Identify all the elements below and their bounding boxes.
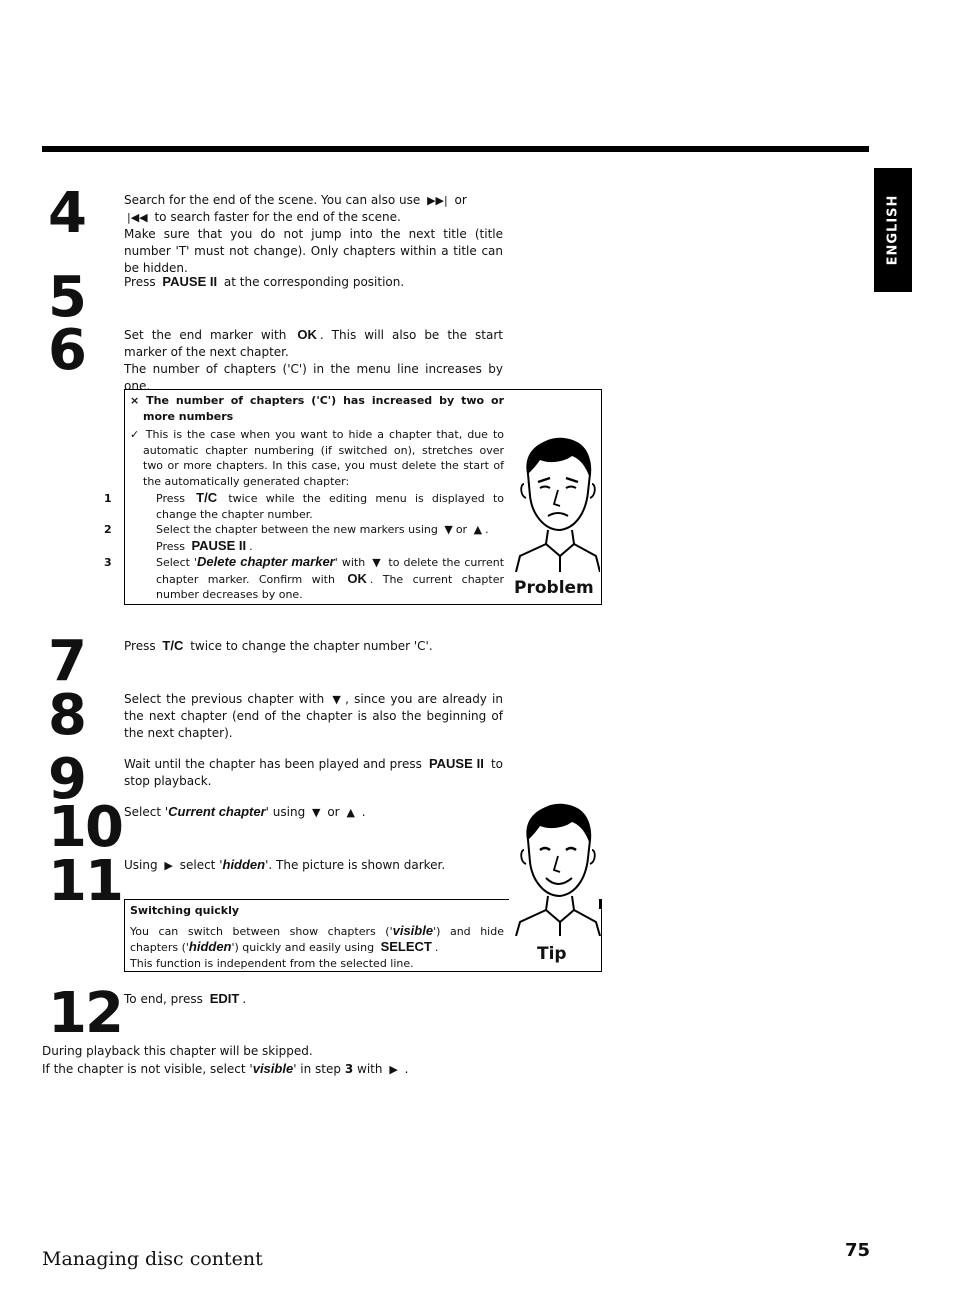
right-arrow-icon: ▶ <box>164 859 173 872</box>
problem-content <box>104 393 505 603</box>
down-arrow-icon: ▼ <box>332 693 343 706</box>
tip-top-border <box>125 899 509 900</box>
up-arrow-icon: ▲ <box>473 523 483 536</box>
step-number-8: 8 <box>48 683 85 748</box>
footer-section-title: Managing disc content <box>42 1248 263 1270</box>
step-number-7: 7 <box>48 629 85 694</box>
page-number: 75 <box>845 1240 871 1261</box>
problem-item-2: 2 Select the chapter between the new markers using ▼ or ▲ . Press PAUSE II . <box>104 523 489 553</box>
step-10-text: Select 'Current chapter' using ▼ or ▲ . <box>124 804 366 819</box>
step-number-10: 10 <box>48 795 122 860</box>
step-7-text: Press T/C twice to change the chapter number 'C'. <box>124 638 433 653</box>
select-key: SELECT <box>380 939 432 954</box>
step-6-text: Set the end marker with OK . This will also be the start marker of the next chapter. The number of chapters ('C') in the menu line increases by one. <box>124 327 503 393</box>
language-tab <box>874 168 912 292</box>
pause-key: PAUSE II <box>428 756 484 771</box>
language-tab-label: ENGLISH <box>885 194 901 266</box>
problem-title: × The number of chapters ('C') has increased by two or more numbers <box>130 394 504 423</box>
problem-box <box>104 389 602 605</box>
step-number-6: 6 <box>48 318 85 383</box>
step-number-12: 12 <box>48 981 122 1046</box>
step-number-9: 9 <box>48 747 85 812</box>
top-rule <box>42 146 869 152</box>
up-arrow-icon: ▲ <box>346 806 355 819</box>
tip-content <box>130 903 504 971</box>
pause-key: PAUSE II <box>162 274 218 289</box>
step-5-text: Press PAUSE II at the corresponding position. <box>124 274 405 289</box>
down-arrow-icon: ▼ <box>372 556 382 569</box>
tip-right-tick <box>599 899 601 909</box>
step-4-text: Search for the end of the scene. You can also use ▶▶| or |◀◀ to search faster for the end of the scene. Make sure that you do not jump into the next title (title number 'T' must not change). Only chapters within a title can be hidden. <box>124 193 503 275</box>
check-icon: ✓ <box>130 428 141 441</box>
tip-title: Switching quickly <box>130 904 240 917</box>
skip-previous-icon: |◀◀ <box>127 211 148 224</box>
tip-box <box>124 899 602 972</box>
skip-next-icon: ▶▶| <box>427 194 448 207</box>
step-11-text: Using ▶ select 'hidden'. The picture is shown darker. <box>124 857 446 872</box>
problem-item-1: 1 Press T/C twice while the editing menu is displayed to change the chapter number. <box>104 490 504 521</box>
ok-key: OK <box>297 327 317 342</box>
worried-man-illustration <box>510 434 600 572</box>
closing-text: During playback this chapter will be skipped. If the chapter is not visible, select 'visible' in step 3 with ▶ . <box>42 1044 409 1076</box>
problem-item-3: 3 Select 'Delete chapter marker' with ▼ to delete the current chapter marker. Confirm with OK . The current chapter number decreases by one. <box>104 554 505 601</box>
tip-label: Tip <box>537 944 567 964</box>
step-number-5: 5 <box>48 265 85 330</box>
problem-label: Problem <box>514 578 594 598</box>
down-arrow-icon: ▼ <box>312 806 321 819</box>
step-number-11: 11 <box>48 849 122 914</box>
tip-body: You can switch between show chapters ('visible') and hide chapters ('hidden') quickly and easily using SELECT . <box>130 922 504 954</box>
cross-icon: × <box>130 394 140 407</box>
edit-key: EDIT <box>209 991 240 1006</box>
right-arrow-icon: ▶ <box>389 1063 398 1076</box>
step-9-text: Wait until the chapter has been played and press PAUSE II to stop playback. <box>124 756 503 788</box>
step-number-4: 4 <box>48 181 85 246</box>
tip-note: This function is independent from the selected line. <box>130 956 414 970</box>
tc-key: T/C <box>162 638 184 653</box>
down-arrow-icon: ▼ <box>444 523 453 536</box>
problem-cause: ✓ This is the case when you want to hide a chapter that, due to automatic chapter numbering (if switched on), stretches over two or more chapters. In this case, you must delete the start of the automatically generated chapter: <box>130 428 505 488</box>
step-12-text: To end, press EDIT . <box>124 991 247 1006</box>
step-8-text: Select the previous chapter with ▼ , since you are already in the next chapter (end of the chapter is also the beginning of the next chapter). <box>124 692 503 740</box>
